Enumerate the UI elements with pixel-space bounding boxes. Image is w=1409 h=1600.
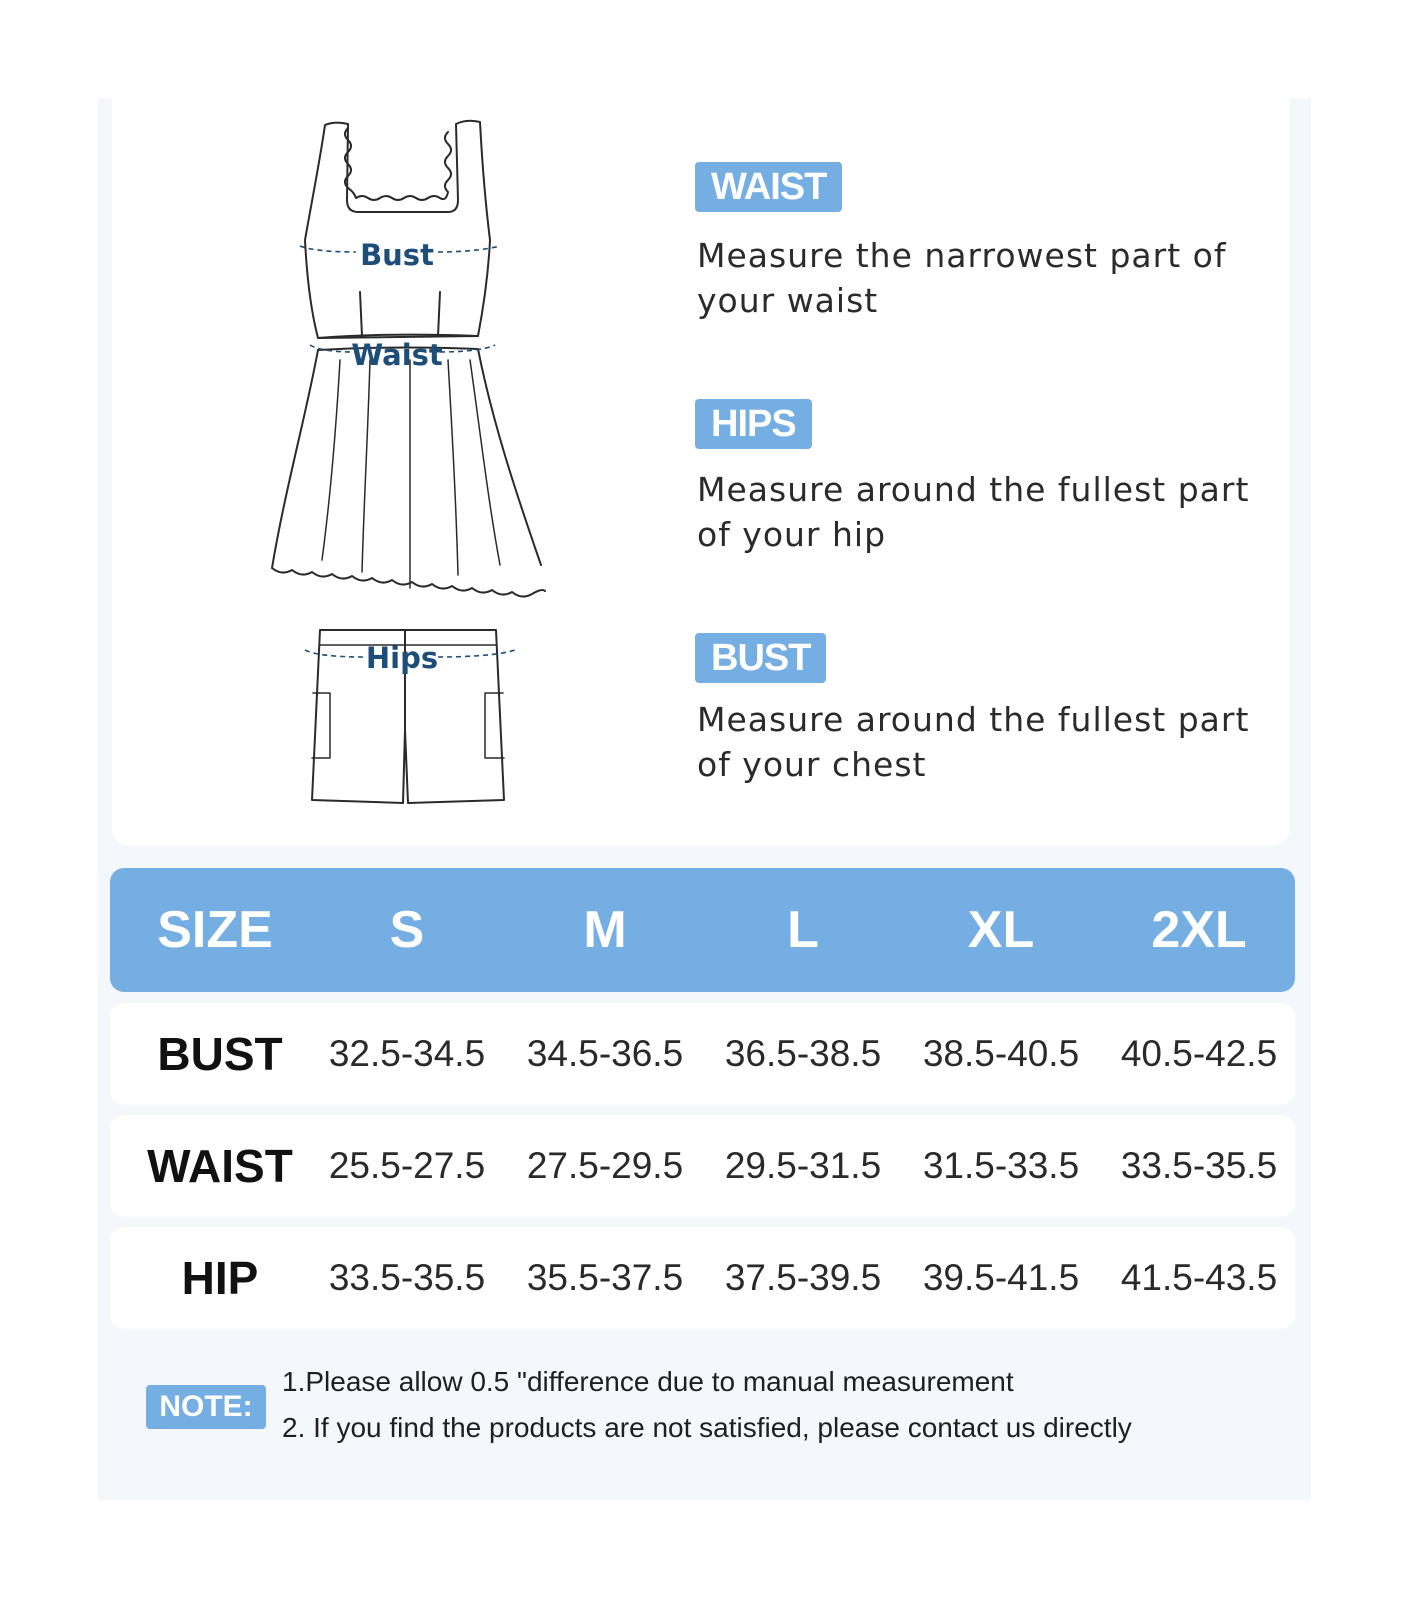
table-cell: 32.5-34.5 bbox=[328, 1033, 486, 1074]
row-label-hip: HIP bbox=[181, 1252, 259, 1304]
table-cell: 33.5-35.5 bbox=[328, 1257, 486, 1298]
table-cell: 25.5-27.5 bbox=[328, 1145, 486, 1186]
table-cell: 31.5-33.5 bbox=[922, 1145, 1080, 1186]
hips-description-line-2: of your hip bbox=[697, 515, 887, 554]
neckline-trim bbox=[345, 128, 451, 200]
table-cell: 40.5-42.5 bbox=[1120, 1033, 1278, 1074]
waist-description-line-2: your waist bbox=[697, 281, 879, 320]
waist-diagram-label: Waist bbox=[351, 338, 443, 372]
table-cell: 35.5-37.5 bbox=[526, 1257, 684, 1298]
header-size: SIZE bbox=[157, 901, 273, 959]
header-xl: XL bbox=[967, 901, 1035, 959]
size-table-header bbox=[110, 868, 1295, 992]
header-l: L bbox=[787, 901, 819, 959]
table-cell: 34.5-36.5 bbox=[526, 1033, 684, 1074]
row-label-waist: WAIST bbox=[147, 1140, 293, 1192]
table-cell: 36.5-38.5 bbox=[724, 1033, 882, 1074]
table-cell: 29.5-31.5 bbox=[724, 1145, 882, 1186]
table-row bbox=[110, 1227, 1295, 1329]
table-cell: 41.5-43.5 bbox=[1120, 1257, 1278, 1298]
hips-diagram-label: Hips bbox=[365, 641, 439, 675]
skirt-hem bbox=[272, 568, 545, 597]
dress-outline bbox=[305, 121, 490, 338]
table-cell: 39.5-41.5 bbox=[922, 1257, 1080, 1298]
table-row bbox=[110, 1003, 1295, 1105]
header-m: M bbox=[583, 901, 627, 959]
table-cell: 37.5-39.5 bbox=[724, 1257, 882, 1298]
header-2xl: 2XL bbox=[1151, 901, 1247, 959]
table-row bbox=[110, 1115, 1295, 1217]
skirt-outline bbox=[272, 349, 541, 568]
bust-description bbox=[697, 697, 1257, 787]
hips-tag: HIPS bbox=[695, 399, 812, 449]
hips-description-line-1: Measure around the fullest part bbox=[697, 470, 1250, 509]
waist-description bbox=[697, 233, 1257, 323]
table-cell: 38.5-40.5 bbox=[922, 1033, 1080, 1074]
bust-tag: BUST bbox=[695, 633, 826, 683]
table-cell: 27.5-29.5 bbox=[526, 1145, 684, 1186]
bust-description-line-1: Measure around the fullest part bbox=[697, 700, 1250, 739]
waist-tag: WAIST bbox=[695, 162, 842, 212]
table-cell: 33.5-35.5 bbox=[1120, 1145, 1278, 1186]
note-badge: NOTE: bbox=[146, 1385, 266, 1429]
bust-description-line-2: of your chest bbox=[697, 745, 927, 784]
header-s: S bbox=[389, 901, 425, 959]
note-line-1: 1.Please allow 0.5 "difference due to manual measurement bbox=[282, 1366, 1014, 1397]
hips-description bbox=[697, 467, 1257, 557]
bust-diagram-label: Bust bbox=[360, 238, 434, 272]
row-label-bust: BUST bbox=[157, 1028, 283, 1080]
waist-description-line-1: Measure the narrowest part of bbox=[697, 236, 1227, 275]
note-line-2: 2. If you find the products are not satisfied, please contact us directly bbox=[282, 1412, 1132, 1443]
